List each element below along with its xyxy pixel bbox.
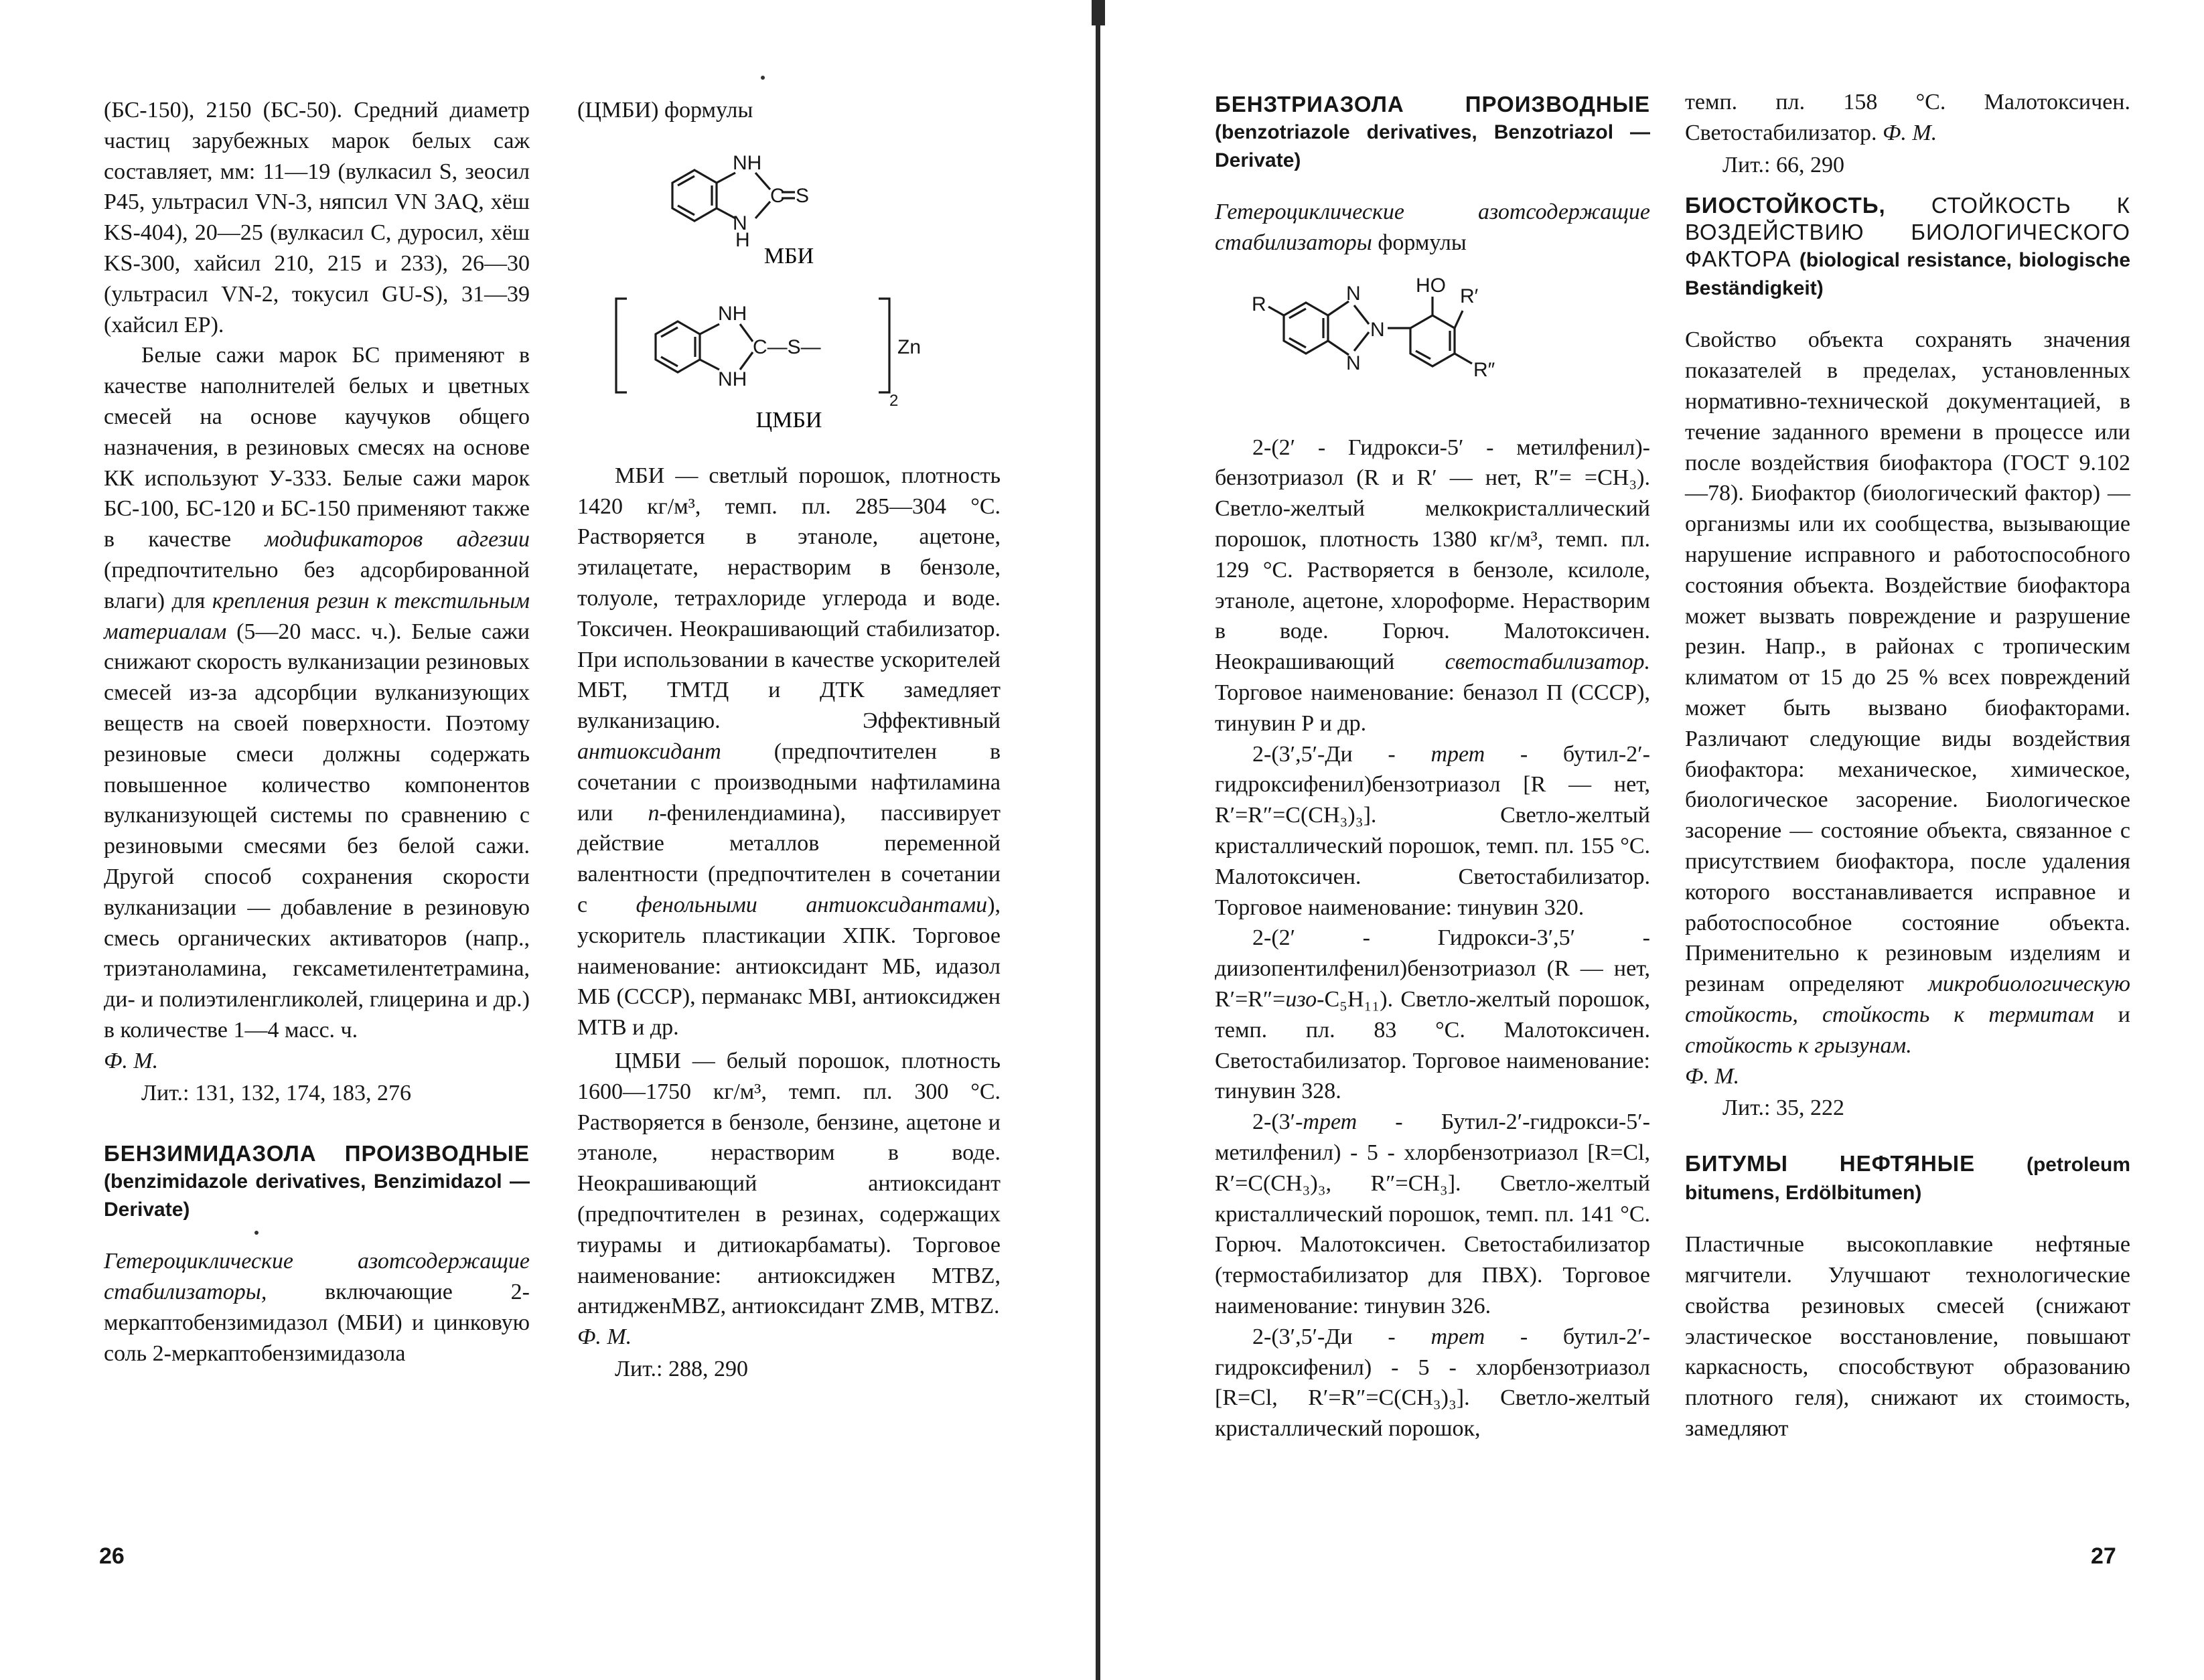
entry-heading: БИОСТОЙКОСТЬ, СТОЙКОСТЬ К ВОЗДЕЙСТВИЮ БИОЛОГИЧЕСКОГО ФАКТОРА (biological resistance, biologische Beständigkeit) (1685, 193, 2131, 300)
entry-heading: БЕНЗТРИАЗОЛА ПРОИЗВОДНЫЕ (benzotriazole derivatives, Benzotriazol — Derivate) (1215, 92, 1650, 171)
paragraph: Свойство объекта сохранять значения показателей в пределах, установленных нормативно-технической документацией, в течение заданного времени в процессе или после воздействия биофактора (ГОСТ 9.102—78). Биофактор (биологический фактор) — организмы или их сообщества, вызывающие нарушение исправного и работоспособного состояния объекта. Воздействие биофактора может вызвать повреждение и разрушение резин. Напр., в районах с тропическим климатом от 15 до 25 % всех повреждений может быть вызвано биофакторами. Различают следующие виды воздействия биофактора: механическое, химическое, биологическое засорение. Биологическое засорение — состояние объекта, связанное с присутствием биофактора, после удаления которого восстанавливается исправное и работоспособное состояние объекта. Применительно к резиновым изделиям и резинам определяют микробиологическую стойкость, стойкость к термитам и стойкость к грызунам. (1685, 327, 2130, 1058)
entry-heading: БИТУМЫ НЕФТЯНЫЕ (petroleum bitumens, Erdölbitumen) (1685, 1151, 2130, 1205)
author-initials: Ф. М. (577, 1324, 632, 1350)
right-page (1098, 0, 2204, 1680)
left-column-1 (104, 95, 530, 1369)
paragraph: темп. пл. 158 °С. Малотоксичен. Светостабилизатор. Ф. М. (1685, 90, 2130, 145)
mbi-structural-formula (577, 126, 1001, 266)
atom-label: R″ (1473, 358, 1495, 381)
paragraph: 2-(2′ - Гидрокси-3′,5′ - диизопентилфенил)бензотриазол (R — нет, R′=R″=изо-C₅H₁₁). Светло-желтый порошок, темп. пл. 83 °С. Малотоксичен. Светостабилизатор. Торговое наименование: тинувин 328. (1215, 925, 1650, 1104)
atom-label: N (1346, 282, 1361, 305)
paragraph: 2-(3′,5′-Ди - трет - бутил-2′-гидроксифенил)бензотриазол [R — нет, R′=R″=C(CH₃)₃]. Светло-желтый кристаллический порошок, темп. пл. 155 °С. Малотоксичен. Светостабилизатор. Торговое наименование: тинувин 320. (1215, 741, 1650, 920)
atom-label: NH (733, 151, 762, 174)
left-column-2 (577, 95, 1001, 1385)
author-initials: Ф. М. (104, 1048, 159, 1073)
paragraph: ЦМБИ — белый порошок, плотность 1600—1750 кг/м³, темп. пл. 300 °С. Растворяется в бензоле, бензине, ацетоне и этаноле, нерастворим в воде. Неокрашивающий антиоксидант (предпочтителен в резинах, содержащих тиурамы и дитиокарбаматы). Торговое наименование: антиоксиджен MTBZ, антидженMBZ, антиоксидант ZMB, MTBZ. (577, 1048, 1001, 1319)
atom-label: NH (718, 368, 747, 390)
paragraph: Белые сажи марок БС применяют в качестве наполнителей белых и цветных смесей на основе каучуков общего назначения, в резиновых смесях на основе КК используют У-333. Белые сажи марок БС-100, БС-120 и БС-150 применяют также в качестве модификаторов адгезии (предпочтительно без адсорбированной влаги) для крепления резин к текстильным материалам (5—20 масс. ч.). Белые сажи снижают скорость вулканизации резиновых смесей из-за адсорбции вулканизующих веществ на своей поверхности. Поэтому резиновые смеси должны содержать повышенное количество компонентов вулканизующей системы по сравнению с резиновыми смесями без белой сажи. Другой способ сохранения скорости вулканизации — добавление в резиновую смесь органических активаторов (напр., триэтаноламина, гексаметилентетрамина, ди- и полиэтиленгликолей, глицерина и др.) в количестве 1—4 масс. ч. (104, 343, 530, 1043)
paragraph: Пластичные высокоплавкие нефтяные мягчители. Улучшают технологические свойства резиновых смесей (снижают эластическое восстановление, повышают каркасность, способствуют образованию плотного геля), снижают их стоимость, замедляют (1685, 1232, 2130, 1441)
atom-label: HO (1416, 274, 1446, 297)
atom-label: H (735, 228, 750, 251)
references: Лит.: 66, 290 (1722, 152, 1845, 177)
atom-label: N (733, 212, 747, 234)
entry-heading: БЕНЗИМИДАЗОЛА ПРОИЗВОДНЫЕ (benzimidazole derivatives, Benzimidazol — Derivate) (104, 1141, 530, 1221)
subscript: 2 (889, 391, 899, 410)
benzotriazole-structural-formula (1215, 258, 1650, 433)
author-initials: Ф. М. (1883, 120, 1937, 145)
atom-label: S (796, 184, 810, 207)
right-column-2 (1685, 87, 2130, 1444)
atom-label: Zn (897, 335, 922, 358)
atom-label: N (1346, 352, 1361, 374)
atom-label: NH (718, 302, 747, 325)
right-column-1 (1215, 91, 1650, 1444)
paragraph: 2-(3′,5′-Ди - трет - бутил-2′-гидроксифенил) - 5 - хлорбензотриазол [R=Cl, R′=R″=C(CH₃)₃]. Светло-желтый кристаллический порошок, (1215, 1324, 1650, 1442)
print-speck (761, 76, 765, 80)
paragraph: 2-(3′-трет - Бутил-2′-гидрокси-5′-метилфенил) - 5 - хлорбензотриазол [R=Cl, R′=C(CH₃)₃, R″=CH₃]. Светло-желтый кристаллический порошок, темп. пл. 141 °С. Горюч. Малотоксичен. Светостабилизатор (термостабилизатор для ПВХ). Торговое наименование: тинувин 326. (1215, 1110, 1650, 1318)
atom-label: R (1252, 293, 1266, 315)
references: Лит.: 35, 222 (1722, 1095, 1845, 1121)
paragraph: (БС-150), 2150 (БС-50). Средний диаметр частиц зарубежных марок белых саж составляет, мм: 11—19 (вулкасил S, зеосил Р45, ультрасил VN-3, няпсил VN 3AQ, хёш KS-404), 20—25 (вулкасил С, дуросил, хёш KS-300, хайсил 210, 215 и 233), 26—30 (ультрасил VN-2, токусил GU-S), 31—39 (хайсил ЕР). (104, 98, 530, 337)
paragraph: Гетероциклические азотсодержащие стабилизаторы формулы (1215, 200, 1650, 255)
references: Лит.: 131, 132, 174, 183, 276 (141, 1080, 412, 1105)
formula-caption: МБИ (763, 243, 814, 266)
formula-caption: ЦМБИ (755, 407, 822, 433)
paragraph: (ЦМБИ) формулы (577, 98, 753, 123)
atom-label: N (1370, 318, 1385, 341)
paragraph: МБИ — светлый порошок, плотность 1420 кг/м³, темп. пл. 285—304 °С. Растворяется в этаноле, ацетоне, этилацетате, нерастворим в бензоле, толуоле, тетрахлориде углерода и воде. Токсичен. Неокрашивающий стабилизатор. При использовании в качестве ускорителей МБТ, ТМТД и ДТК замедляет вулканизацию. Эффективный антиоксидант (предпочтителен в сочетании с производными нафтиламина или n-фенилендиамина), пассивирует действие металлов переменной валентности (предпочтителен в сочетании с фенольными антиоксидантами), ускоритель пластикации ХПК. Торговое наименование: антиоксидант МБ, идазол МБ (СССР), пермaнакс MBI, антиоксиджен MTB и др. (577, 463, 1001, 1041)
atom-label: C—S— (753, 335, 821, 358)
paragraph: Гетероциклические азотсодержащие стабилизаторы, включающие 2-меркаптобензимидазол (МБИ) и цинковую соль 2-меркаптобензимидазола (104, 1249, 530, 1366)
page-number: 26 (99, 1543, 125, 1569)
left-page (0, 0, 1098, 1680)
atom-label: R′ (1460, 285, 1479, 307)
author-initials: Ф. М. (1685, 1063, 1740, 1089)
page-number: 27 (2091, 1543, 2116, 1569)
zmbi-structural-formula (577, 279, 1001, 433)
paragraph: 2-(2′ - Гидрокси-5′ - метилфенил)-бензотриазол (R и R′ — нет, R″= =CH₃). Светло-желтый мелкокристаллический порошок, плотность 1380 кг/м³, темп. пл. 129 °С. Растворяется в бензоле, ксилоле, этаноле, ацетоне, хлороформе. Нерастворим в воде. Горюч. Малотоксичен. Неокрашивающий светостабилизатор. Торговое наименование: беназол П (СССР), тинувин Р и др. (1215, 435, 1650, 736)
atom-label: C (770, 184, 785, 207)
print-speck (254, 1231, 259, 1235)
references: Лит.: 288, 290 (615, 1356, 749, 1381)
